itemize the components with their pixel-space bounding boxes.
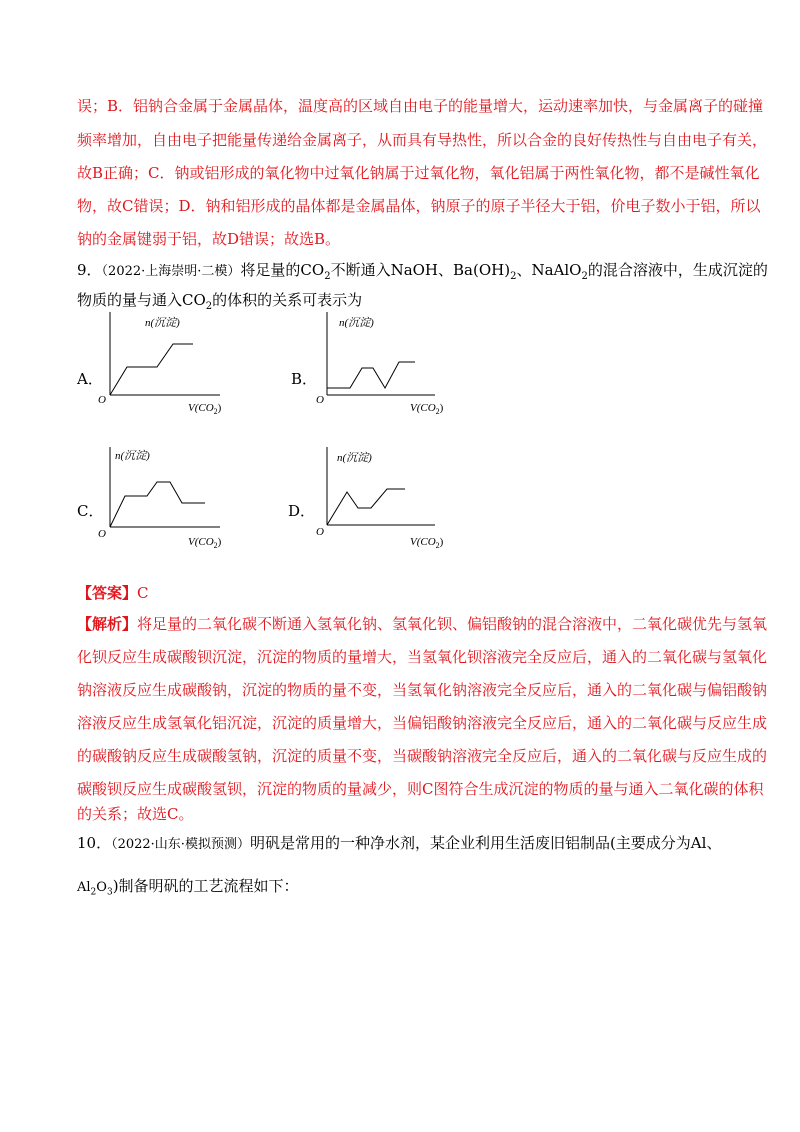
subscript: 2: [581, 271, 588, 282]
answer-value: C: [137, 584, 149, 602]
option-c-label[interactable]: C．: [77, 502, 104, 520]
y-axis-label: n(沉淀): [339, 317, 374, 329]
option-b-graph: [315, 310, 465, 420]
question-text: 不断通入NaOH、Ba(OH): [330, 261, 511, 279]
answer-line: [77, 583, 727, 603]
y-axis-label: n(沉淀): [145, 317, 180, 329]
question-text: 将足量的CO: [240, 261, 325, 279]
analysis-line-3: 钠溶液反应生成碳酸钠，沉淀的物质的量不变，当氢氧化钠溶液完全反应后，通入的二氧化碳与偏铝酸钠: [77, 681, 768, 699]
option-d-label[interactable]: D．: [288, 502, 316, 520]
prev-explanation-line-4: 物，故C错误；D．钠和铝形成的晶体都是金属晶体，钠原子的原子半径大于铝，价电子数小于铝，所以: [77, 197, 761, 215]
question-9-line-1: [77, 260, 768, 287]
x-axis-label: $V(CO_2)$: [188, 536, 222, 550]
origin-label: O: [98, 394, 106, 406]
question-text: 明矾是常用的一种净水剂，某企业利用生活废旧铝制品(主要成分为Al、: [249, 834, 722, 852]
origin-label: O: [316, 526, 324, 538]
analysis-line-7: 的关系；故选C。: [77, 805, 194, 823]
chemical-formula: $Al_2O_3$: [77, 880, 113, 898]
question-number: 9．: [77, 261, 102, 279]
option-b-label[interactable]: B．: [291, 370, 318, 388]
y-axis-label: n(沉淀): [115, 450, 150, 462]
question-source: （2022·上海崇明·二模）: [101, 264, 241, 279]
origin-label: O: [316, 394, 324, 406]
subscript: 2: [324, 271, 331, 282]
question-number: 10．: [77, 834, 112, 852]
answer-tag: 【答案】: [77, 584, 138, 602]
x-axis-label: $V(CO_2)$: [410, 402, 444, 416]
analysis-text: 将足量的二氧化碳不断通入氢氧化钠、氢氧化钡、偏铝酸钠的混合溶液中，二氧化碳优先与氢氧: [137, 615, 768, 633]
question-text: )制备明矾的工艺流程如下：: [112, 877, 299, 895]
analysis-tag: 【解析】: [77, 615, 138, 633]
question-10-line-2: [77, 876, 727, 903]
option-a-label[interactable]: A．: [77, 370, 103, 388]
question-text: 物质的量与通入CO: [77, 291, 206, 309]
analysis-line-1: [77, 614, 768, 634]
option-d-graph: [315, 445, 465, 555]
question-source: （2022·山东·模拟预测）: [111, 837, 250, 852]
question-10-line-1: [77, 833, 727, 855]
question-text: 、NaAlO: [516, 261, 582, 279]
analysis-line-2: 化钡反应生成碳酸钡沉淀，沉淀的物质的量增大，当氢氧化钡溶液完全反应后，通入的二氧化碳与氢氧化: [77, 648, 768, 666]
prev-explanation-line-2: 频率增加，自由电子把能量传递给金属离子，从而具有导热性，所以合金的良好传热性与自由电子有关，: [77, 131, 768, 149]
option-c-graph: [95, 445, 245, 555]
y-axis-label: n(沉淀): [337, 452, 372, 464]
prev-explanation-line-3: 故B正确；C．钠或铝形成的氧化物中过氧化钠属于过氧化物，氧化铝属于两性氧化物，都不是碱性氧化: [77, 164, 760, 182]
origin-label: O: [98, 528, 106, 540]
analysis-line-6: 碳酸钡反应生成碳酸氢钡，沉淀的物质的量减少，则C图符合生成沉淀的物质的量与通入二氧化碳的体积: [77, 780, 764, 798]
question-text: 的混合溶液中，生成沉淀的: [587, 261, 768, 279]
x-axis-label: $V(CO_2)$: [410, 536, 444, 550]
question-text: 的体积的关系可表示为: [212, 291, 363, 309]
x-axis-label: $V(CO_2)$: [188, 402, 222, 416]
prev-explanation-line-5: 钠的金属键弱于铝，故D错误；故选B。: [77, 230, 341, 248]
analysis-line-4: 溶液反应生成氢氧化铝沉淀，沉淀的质量增大，当偏铝酸钠溶液完全反应后，通入的二氧化碳与反应生成: [77, 714, 768, 732]
option-a-graph: [95, 310, 245, 420]
subscript: 2: [510, 271, 517, 282]
analysis-line-5: 的碳酸钠反应生成碳酸氢钠，沉淀的质量不变，当碳酸钠溶液完全反应后，通入的二氧化碳与反应生成的: [77, 747, 768, 765]
subscript: 2: [205, 301, 213, 312]
prev-explanation-line-1: 误；B．铝钠合金属于金属晶体，温度高的区域自由电子的能量增大，运动速率加快，与金属离子的碰撞: [77, 97, 764, 115]
